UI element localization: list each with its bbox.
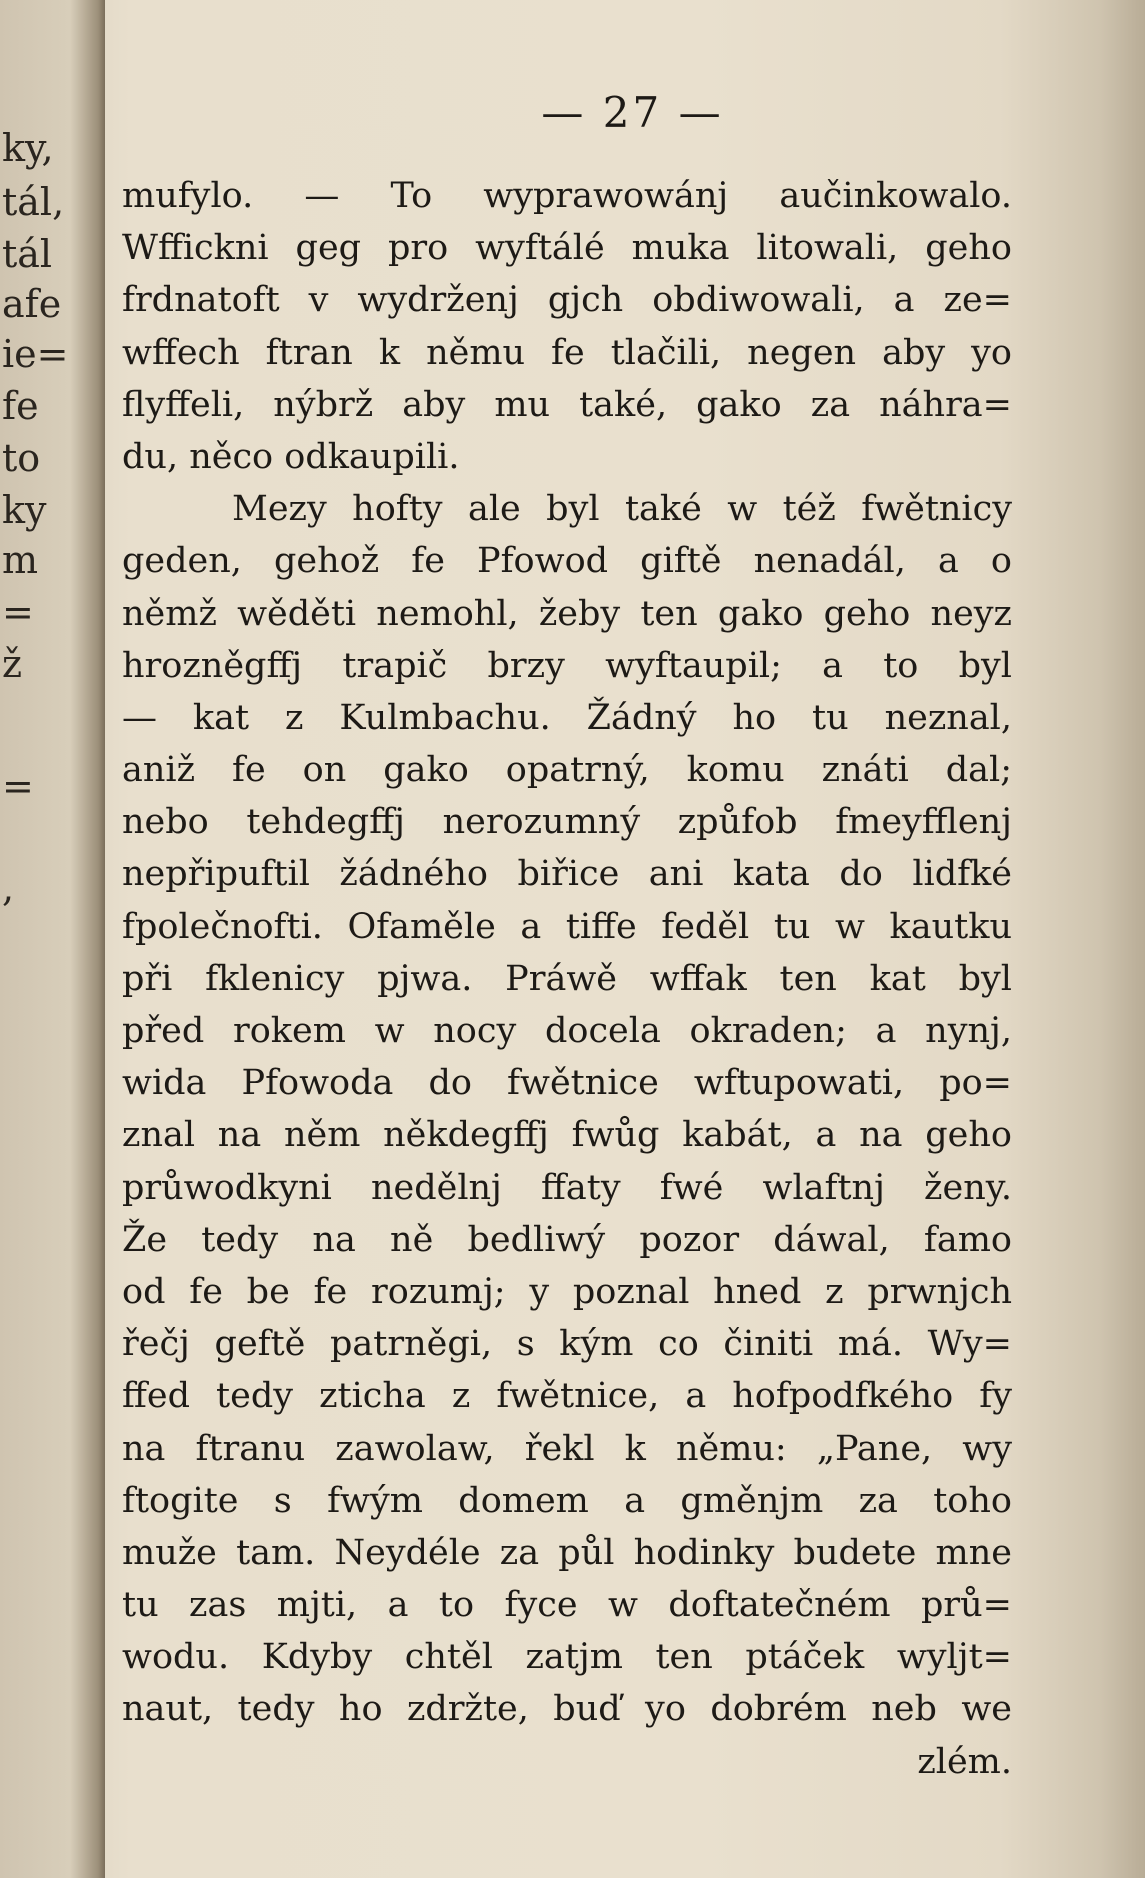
body-text <box>122 170 1012 1788</box>
text-line: ffed tedy zticha z fwětnice, a hofpodfkého fy <box>122 1376 1012 1417</box>
gutter-fragment: , <box>2 866 15 910</box>
text-line: aniž fe on gako opatrný, komu znáti dal; <box>122 750 1012 791</box>
gutter-fragment: m <box>2 538 39 582</box>
text-line: fpolečnofti. Ofaměle a tiffe feděl tu w kautku <box>122 906 1012 947</box>
text-line: na ftranu zawolaw, řekl k němu: „Pane, wy <box>122 1428 1012 1469</box>
text-line: nebo tehdegffj nerozumný způfob fmeyfflenj <box>122 802 1012 843</box>
text-line: muže tam. Neydéle za půl hodinky budete mne <box>122 1532 1012 1573</box>
page-number-header <box>0 88 1145 137</box>
text-line: Wffickni geg pro wyftálé muka litowali, geho <box>122 228 1012 269</box>
text-line: znal na něm někdegffj fwůg kabát, a na geho <box>122 1115 1012 1156</box>
gutter-fragment: ie= <box>2 332 69 376</box>
gutter-fragment: ž <box>2 642 23 686</box>
text-line: wida Pfowoda do fwětnice wftupowati, po= <box>122 1063 1012 1104</box>
text-line: Že tedy na ně bedliwý pozor dáwal, famo <box>122 1219 1012 1260</box>
text-line: řečj geftě patrněgi, s kým co činiti má. Wy= <box>122 1324 1012 1365</box>
text-line: při fklenicy pjwa. Práwě wffak ten kat byl <box>122 958 1012 999</box>
text-line: wodu. Kdyby chtěl zatjm ten ptáček wyljt= <box>122 1637 1012 1678</box>
gutter-fragment: tál, <box>2 180 65 224</box>
text-line: — kat z Kulmbachu. Žádný ho tu neznal, <box>122 697 1012 738</box>
text-line: frdnatoft v wydrženj gjch obdiwowali, a ze= <box>122 280 1012 321</box>
text-line: němž wěděti nemohl, žeby ten gako geho neyz <box>122 593 1012 634</box>
text-line: tu zas mjti, a to fyce w doftatečném prů= <box>122 1585 1012 1626</box>
gutter-fragment: ky, <box>2 126 54 170</box>
gutter-fragment: = <box>2 590 34 634</box>
text-line: před rokem w nocy docela okraden; a nynj, <box>122 1011 1012 1051</box>
text-line: hrozněgffj trapič brzy wyftaupil; a to byl <box>122 645 1012 686</box>
text-line: flyffeli, nýbrž aby mu také, gako za náhra= <box>122 384 1012 425</box>
paragraph-start-line: Mezy hofty ale byl také w též fwětnicy <box>232 489 1012 530</box>
text-line: wffech ftran k němu fe tlačili, negen aby yo <box>122 332 1012 373</box>
text-line: od fe be fe rozumj; y poznal hned z prwnjch <box>122 1271 1012 1312</box>
text-line: zlém. <box>917 1741 1012 1782</box>
text-line: průwodkyni nedělnj ffaty fwé wlaftnj ženy. <box>122 1167 1012 1208</box>
gutter-fragment: tál <box>2 232 53 276</box>
gutter-fragment: = <box>2 764 34 808</box>
page-number: — 27 — <box>541 88 724 137</box>
gutter-fragment: fe <box>2 384 39 428</box>
gutter-fragment: ky <box>2 488 47 532</box>
text-line: du, něco odkaupili. <box>122 436 460 477</box>
gutter-fragment: afe <box>2 282 62 326</box>
text-line: nepřipuftil žádného biřice ani kata do lidfké <box>122 854 1012 895</box>
text-line: ftogite s fwým domem a gměnjm za toho <box>122 1480 1012 1521</box>
gutter-fragment: to <box>2 436 41 480</box>
text-line: naut, tedy ho zdržte, buď yo dobrém neb we <box>122 1689 1012 1730</box>
text-line: geden, gehož fe Pfowod giftě nenadál, a o <box>122 541 1012 582</box>
adjacent-page-margin <box>0 0 105 1878</box>
text-line: mufylo. — To wyprawowánj aučinkowalo. <box>122 176 1012 216</box>
